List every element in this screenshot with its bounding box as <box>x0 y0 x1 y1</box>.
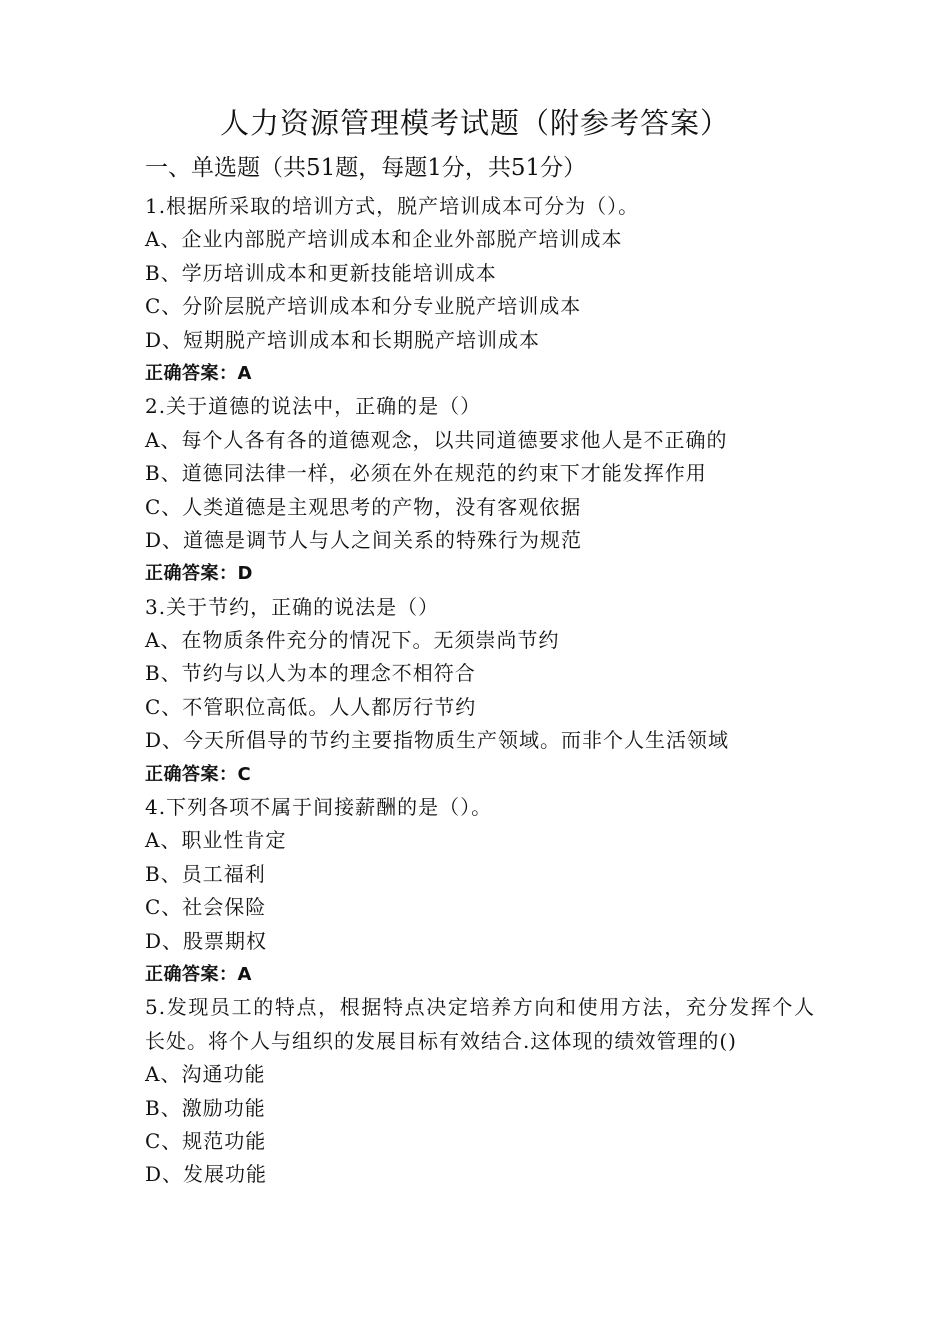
question-stem: 5.发现员工的特点，根据特点决定培养方向和使用方法，充分发挥个人长处。将个人与组织的发展目标有效结合.这体现的绩效管理的() <box>145 995 815 1053</box>
question-stem: 1.根据所采取的培训方式，脱产培训成本可分为（）。 <box>145 194 640 218</box>
option-c: C、规范功能 <box>145 1128 267 1153</box>
section-heading: 一、单选题（共51题，每题1分，共51分） <box>145 155 587 181</box>
question-list <box>145 190 815 1192</box>
correct-answer: 正确答案：A <box>145 362 252 384</box>
option-b: B、员工福利 <box>145 861 266 886</box>
option-d: D、道德是调节人与人之间关系的特殊行为规范 <box>145 527 583 552</box>
question-item <box>145 591 815 791</box>
option-d: D、短期脱产培训成本和长期脱产培训成本 <box>145 327 541 352</box>
document-title: 人力资源管理模考试题（附参考答案） <box>219 106 730 140</box>
option-b: B、节约与以人为本的理念不相符合 <box>145 661 476 686</box>
option-b: B、道德同法律一样，必须在外在规范的约束下才能发挥作用 <box>145 461 707 486</box>
question-item <box>145 991 815 1191</box>
question-item <box>145 390 815 590</box>
option-c: C、不管职位高低。人人都厉行节约 <box>145 694 477 719</box>
option-a: A、企业内部脱产培训成本和企业外部脱产培训成本 <box>145 227 623 252</box>
question-stem: 4.下列各项不属于间接薪酬的是（）。 <box>145 795 493 820</box>
option-c: C、人类道德是主观思考的产物，没有客观依据 <box>145 494 582 519</box>
correct-answer: 正确答案：D <box>145 563 253 585</box>
option-a: A、在物质条件充分的情况下。无须崇尚节约 <box>145 628 560 653</box>
option-b: B、学历培训成本和更新技能培训成本 <box>145 260 497 285</box>
option-a: A、沟通功能 <box>145 1062 266 1087</box>
option-a: A、职业性肯定 <box>145 828 287 853</box>
option-c: C、分阶层脱产培训成本和分专业脱产培训成本 <box>145 294 582 319</box>
question-item <box>145 791 815 991</box>
question-item <box>145 190 815 390</box>
option-d: D、发展功能 <box>145 1162 268 1187</box>
option-c: C、社会保险 <box>145 895 267 920</box>
correct-answer: 正确答案：A <box>145 963 252 985</box>
correct-answer: 正确答案：C <box>145 763 252 785</box>
option-a: A、每个人各有各的道德观念，以共同道德要求他人是不正确的 <box>145 427 728 452</box>
question-stem: 3.关于节约，正确的说法是（） <box>145 594 440 619</box>
question-stem: 2.关于道德的说法中，正确的是（） <box>145 394 482 419</box>
option-b: B、激励功能 <box>145 1095 266 1120</box>
option-d: D、股票期权 <box>145 928 268 953</box>
option-d: D、今天所倡导的节约主要指物质生产领域。而非个人生活领域 <box>145 728 730 753</box>
